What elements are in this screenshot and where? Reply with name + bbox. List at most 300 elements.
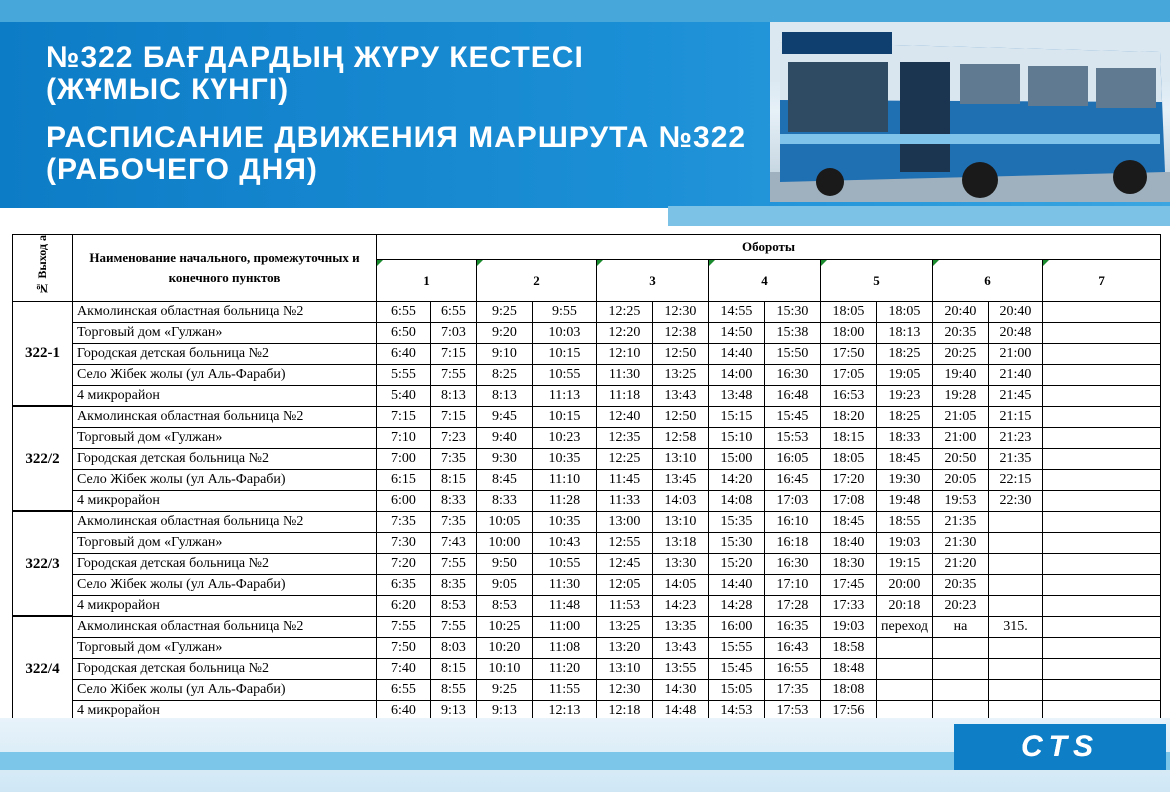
time-cell: 18:45 bbox=[821, 511, 877, 532]
time-cell: 17:20 bbox=[821, 469, 877, 490]
time-cell bbox=[1043, 511, 1161, 532]
route-exit-label: 322/2 bbox=[13, 406, 73, 511]
time-cell: 13:43 bbox=[653, 385, 709, 406]
time-cell: 15:30 bbox=[709, 532, 765, 553]
time-cell: 17:03 bbox=[765, 490, 821, 511]
time-cell: 9:25 bbox=[477, 679, 533, 700]
turn-header-5-label: 5 bbox=[873, 272, 880, 288]
time-cell: 13:20 bbox=[597, 637, 653, 658]
time-cell bbox=[1043, 343, 1161, 364]
time-cell: 13:43 bbox=[653, 637, 709, 658]
time-cell: 17:10 bbox=[765, 574, 821, 595]
time-cell: 19:15 bbox=[877, 553, 933, 574]
time-cell: 15:55 bbox=[709, 637, 765, 658]
table-row bbox=[13, 469, 1161, 490]
stop-name: Городская детская больница №2 bbox=[73, 553, 377, 574]
time-cell: 19:03 bbox=[877, 532, 933, 553]
stop-name: 4 микрорайон bbox=[73, 595, 377, 616]
time-cell: 12:30 bbox=[597, 679, 653, 700]
time-cell: 7:00 bbox=[377, 448, 431, 469]
time-cell: 8:13 bbox=[477, 385, 533, 406]
time-cell: 21:35 bbox=[989, 448, 1043, 469]
time-cell: 15:45 bbox=[709, 658, 765, 679]
time-cell: 10:25 bbox=[477, 616, 533, 637]
time-cell bbox=[989, 679, 1043, 700]
time-cell bbox=[933, 637, 989, 658]
stop-name: Торговый дом «Гулжан» bbox=[73, 322, 377, 343]
table-row bbox=[13, 595, 1161, 616]
cts-logo-text: CTS bbox=[1021, 730, 1099, 763]
header-exit-label: № Выход а bbox=[35, 235, 49, 296]
time-cell: 8:33 bbox=[477, 490, 533, 511]
time-cell: 20:40 bbox=[989, 301, 1043, 322]
time-cell bbox=[1043, 574, 1161, 595]
time-cell: 14:30 bbox=[653, 679, 709, 700]
time-cell bbox=[877, 658, 933, 679]
turn-header-4-label: 4 bbox=[761, 272, 768, 288]
time-cell: 10:43 bbox=[533, 532, 597, 553]
time-cell: 8:53 bbox=[477, 595, 533, 616]
time-cell: 19:48 bbox=[877, 490, 933, 511]
table-row bbox=[13, 427, 1161, 448]
time-cell: 10:00 bbox=[477, 532, 533, 553]
time-cell: 9:30 bbox=[477, 448, 533, 469]
time-cell: 7:55 bbox=[431, 364, 477, 385]
time-cell: 7:10 bbox=[377, 427, 431, 448]
header-turns bbox=[377, 235, 1161, 260]
time-cell: 7:35 bbox=[377, 511, 431, 532]
time-cell: 21:00 bbox=[989, 343, 1043, 364]
time-cell: 9:20 bbox=[477, 322, 533, 343]
time-cell: 7:15 bbox=[431, 406, 477, 427]
time-cell: 21:45 bbox=[989, 385, 1043, 406]
time-cell: 17:28 bbox=[765, 595, 821, 616]
time-cell: 12:45 bbox=[597, 553, 653, 574]
time-cell bbox=[1043, 679, 1161, 700]
time-cell: переход bbox=[877, 616, 933, 637]
stop-name: Село Жібек жолы (ул Аль-Фараби) bbox=[73, 574, 377, 595]
top-accent-strip bbox=[0, 0, 1170, 22]
time-cell: 11:18 bbox=[597, 385, 653, 406]
title-kazakh-line1: №322 БАҒДАРДЫҢ ЖҮРУ КЕСТЕСІ bbox=[46, 41, 584, 74]
time-cell: 15:05 bbox=[709, 679, 765, 700]
time-cell: 14:48 bbox=[653, 700, 709, 721]
time-cell: 22:15 bbox=[989, 469, 1043, 490]
time-cell: 11:08 bbox=[533, 637, 597, 658]
time-cell: 12:13 bbox=[533, 700, 597, 721]
turn-header-6 bbox=[933, 260, 1043, 301]
time-cell bbox=[1043, 553, 1161, 574]
route-exit-label: 322-1 bbox=[13, 301, 73, 406]
time-cell: 9:10 bbox=[477, 343, 533, 364]
time-cell: 16:10 bbox=[765, 511, 821, 532]
time-cell: 10:03 bbox=[533, 322, 597, 343]
time-cell: 21:05 bbox=[933, 406, 989, 427]
time-cell: 7:35 bbox=[431, 448, 477, 469]
time-cell: 14:03 bbox=[653, 490, 709, 511]
turn-header-7-label: 7 bbox=[1098, 272, 1105, 288]
time-cell: 16:00 bbox=[709, 616, 765, 637]
stop-name: Городская детская больница №2 bbox=[73, 448, 377, 469]
time-cell: 12:38 bbox=[653, 322, 709, 343]
time-cell: 10:10 bbox=[477, 658, 533, 679]
time-cell: 14:40 bbox=[709, 343, 765, 364]
time-cell: 20:35 bbox=[933, 322, 989, 343]
time-cell: 10:05 bbox=[477, 511, 533, 532]
time-cell bbox=[933, 679, 989, 700]
stop-name: Городская детская больница №2 bbox=[73, 343, 377, 364]
time-cell bbox=[1043, 448, 1161, 469]
time-cell: 21:20 bbox=[933, 553, 989, 574]
stop-name: 4 микрорайон bbox=[73, 700, 377, 721]
time-cell: 6:55 bbox=[377, 301, 431, 322]
time-cell: 8:13 bbox=[431, 385, 477, 406]
time-cell: 15:38 bbox=[765, 322, 821, 343]
stop-name: Село Жібек жолы (ул Аль-Фараби) bbox=[73, 679, 377, 700]
time-cell: 16:43 bbox=[765, 637, 821, 658]
time-cell: 12:05 bbox=[597, 574, 653, 595]
header-turns-label: Обороты bbox=[742, 239, 796, 255]
schedule-body bbox=[13, 301, 1161, 721]
time-cell: 20:40 bbox=[933, 301, 989, 322]
time-cell: 7:15 bbox=[377, 406, 431, 427]
time-cell: 9:55 bbox=[533, 301, 597, 322]
time-cell bbox=[989, 658, 1043, 679]
time-cell: 10:55 bbox=[533, 364, 597, 385]
time-cell: 15:45 bbox=[765, 406, 821, 427]
time-cell: 12:50 bbox=[653, 406, 709, 427]
time-cell bbox=[1043, 658, 1161, 679]
stop-name: Торговый дом «Гулжан» bbox=[73, 532, 377, 553]
time-cell bbox=[1043, 469, 1161, 490]
time-cell: 16:18 bbox=[765, 532, 821, 553]
stop-name: Село Жібек жолы (ул Аль-Фараби) bbox=[73, 469, 377, 490]
turn-header-4 bbox=[709, 260, 821, 301]
header-stops-label: Наименование начального, промежуточных и конечного пунктов bbox=[89, 249, 360, 285]
time-cell: 10:35 bbox=[533, 448, 597, 469]
time-cell: 20:48 bbox=[989, 322, 1043, 343]
route-exit-label: 322/4 bbox=[13, 616, 73, 721]
time-cell: 9:13 bbox=[477, 700, 533, 721]
time-cell: 20:35 bbox=[933, 574, 989, 595]
time-cell: 16:45 bbox=[765, 469, 821, 490]
time-cell: 14:20 bbox=[709, 469, 765, 490]
time-cell: 15:10 bbox=[709, 427, 765, 448]
time-cell: 14:23 bbox=[653, 595, 709, 616]
time-cell: 19:40 bbox=[933, 364, 989, 385]
table-row bbox=[13, 364, 1161, 385]
time-cell: 17:35 bbox=[765, 679, 821, 700]
time-cell: 15:00 bbox=[709, 448, 765, 469]
time-cell: 14:55 bbox=[709, 301, 765, 322]
time-cell: 9:13 bbox=[431, 700, 477, 721]
time-cell: 18:58 bbox=[821, 637, 877, 658]
table-row bbox=[13, 616, 1161, 637]
schedule-table-wrap bbox=[12, 234, 1156, 722]
time-cell: 18:00 bbox=[821, 322, 877, 343]
time-cell: 15:30 bbox=[765, 301, 821, 322]
time-cell: 8:33 bbox=[431, 490, 477, 511]
table-row bbox=[13, 322, 1161, 343]
time-cell: 9:45 bbox=[477, 406, 533, 427]
title-russian bbox=[46, 122, 746, 186]
time-cell: 12:35 bbox=[597, 427, 653, 448]
stop-name: Акмолинская областная больница №2 bbox=[73, 301, 377, 322]
time-cell: 16:48 bbox=[765, 385, 821, 406]
time-cell: 21:35 bbox=[933, 511, 989, 532]
time-cell: 14:28 bbox=[709, 595, 765, 616]
time-cell bbox=[989, 553, 1043, 574]
time-cell: 14:05 bbox=[653, 574, 709, 595]
table-row bbox=[13, 637, 1161, 658]
title-russian-line1: РАСПИСАНИЕ ДВИЖЕНИЯ МАРШРУТА №322 bbox=[46, 121, 747, 154]
time-cell: 12:10 bbox=[597, 343, 653, 364]
time-cell: 13:25 bbox=[597, 616, 653, 637]
time-cell: 7:35 bbox=[431, 511, 477, 532]
time-cell: 7:03 bbox=[431, 322, 477, 343]
time-cell: 18:40 bbox=[821, 532, 877, 553]
time-cell bbox=[989, 574, 1043, 595]
time-cell: 6:15 bbox=[377, 469, 431, 490]
time-cell: 7:55 bbox=[431, 553, 477, 574]
time-cell: 11:55 bbox=[533, 679, 597, 700]
time-cell: 19:53 bbox=[933, 490, 989, 511]
time-cell: 7:43 bbox=[431, 532, 477, 553]
time-cell: 7:20 bbox=[377, 553, 431, 574]
time-cell: 19:05 bbox=[877, 364, 933, 385]
time-cell: 13:10 bbox=[653, 448, 709, 469]
time-cell: 21:30 bbox=[933, 532, 989, 553]
time-cell: 10:35 bbox=[533, 511, 597, 532]
title-kazakh bbox=[46, 42, 584, 106]
table-row bbox=[13, 553, 1161, 574]
time-cell: 13:45 bbox=[653, 469, 709, 490]
time-cell: 11:33 bbox=[597, 490, 653, 511]
time-cell: 7:30 bbox=[377, 532, 431, 553]
title-kazakh-line2: (ЖҰМЫС КҮНГІ) bbox=[46, 73, 290, 106]
time-cell bbox=[877, 637, 933, 658]
route-exit-label: 322/3 bbox=[13, 511, 73, 616]
time-cell bbox=[1043, 490, 1161, 511]
time-cell: 15:50 bbox=[765, 343, 821, 364]
time-cell: 21:15 bbox=[989, 406, 1043, 427]
time-cell: 18:05 bbox=[821, 448, 877, 469]
time-cell: 21:00 bbox=[933, 427, 989, 448]
time-cell: 16:30 bbox=[765, 553, 821, 574]
time-cell: 14:08 bbox=[709, 490, 765, 511]
time-cell: 21:23 bbox=[989, 427, 1043, 448]
time-cell: 10:15 bbox=[533, 406, 597, 427]
table-row bbox=[13, 511, 1161, 532]
time-cell: 20:18 bbox=[877, 595, 933, 616]
cts-logo bbox=[954, 724, 1166, 770]
time-cell: 11:10 bbox=[533, 469, 597, 490]
turn-header-6-label: 6 bbox=[984, 272, 991, 288]
time-cell bbox=[1043, 427, 1161, 448]
time-cell: 18:55 bbox=[877, 511, 933, 532]
turn-header-2 bbox=[477, 260, 597, 301]
time-cell bbox=[1043, 301, 1161, 322]
time-cell: 13:30 bbox=[653, 553, 709, 574]
table-row bbox=[13, 301, 1161, 322]
turn-header-1-label: 1 bbox=[423, 272, 430, 288]
time-cell: 11:53 bbox=[597, 595, 653, 616]
time-cell: 19:30 bbox=[877, 469, 933, 490]
time-cell: 20:23 bbox=[933, 595, 989, 616]
time-cell: 17:56 bbox=[821, 700, 877, 721]
table-row bbox=[13, 343, 1161, 364]
time-cell: 11:13 bbox=[533, 385, 597, 406]
time-cell: 8:53 bbox=[431, 595, 477, 616]
turn-header-3 bbox=[597, 260, 709, 301]
photo-underline-strip bbox=[668, 206, 1170, 226]
time-cell: 17:05 bbox=[821, 364, 877, 385]
time-cell: 6:40 bbox=[377, 700, 431, 721]
time-cell: 10:23 bbox=[533, 427, 597, 448]
time-cell: 10:20 bbox=[477, 637, 533, 658]
time-cell bbox=[1043, 385, 1161, 406]
stop-name: 4 микрорайон bbox=[73, 490, 377, 511]
time-cell: 18:05 bbox=[821, 301, 877, 322]
time-cell: 18:20 bbox=[821, 406, 877, 427]
time-cell: 14:40 bbox=[709, 574, 765, 595]
time-cell: 19:28 bbox=[933, 385, 989, 406]
time-cell: 7:50 bbox=[377, 637, 431, 658]
time-cell: 14:50 bbox=[709, 322, 765, 343]
time-cell: 8:25 bbox=[477, 364, 533, 385]
time-cell: 6:50 bbox=[377, 322, 431, 343]
time-cell: 12:55 bbox=[597, 532, 653, 553]
time-cell: 22:30 bbox=[989, 490, 1043, 511]
time-cell: 18:30 bbox=[821, 553, 877, 574]
time-cell: 19:23 bbox=[877, 385, 933, 406]
time-cell bbox=[1043, 616, 1161, 637]
time-cell: 6:35 bbox=[377, 574, 431, 595]
time-cell: 11:48 bbox=[533, 595, 597, 616]
time-cell: 12:40 bbox=[597, 406, 653, 427]
time-cell: 20:05 bbox=[933, 469, 989, 490]
time-cell: 18:25 bbox=[877, 406, 933, 427]
time-cell: 12:25 bbox=[597, 301, 653, 322]
time-cell: 8:35 bbox=[431, 574, 477, 595]
time-cell bbox=[989, 595, 1043, 616]
header-stops bbox=[73, 235, 377, 302]
time-cell: 15:15 bbox=[709, 406, 765, 427]
time-cell: 20:25 bbox=[933, 343, 989, 364]
time-cell: 8:55 bbox=[431, 679, 477, 700]
table-row bbox=[13, 406, 1161, 427]
bus-photo bbox=[770, 22, 1170, 202]
stop-name: 4 микрорайон bbox=[73, 385, 377, 406]
time-cell: 11:00 bbox=[533, 616, 597, 637]
table-row bbox=[13, 490, 1161, 511]
table-row bbox=[13, 679, 1161, 700]
turn-header-7 bbox=[1043, 260, 1161, 301]
time-cell: 16:30 bbox=[765, 364, 821, 385]
time-cell: 11:30 bbox=[597, 364, 653, 385]
time-cell: 7:23 bbox=[431, 427, 477, 448]
time-cell: 6:55 bbox=[377, 679, 431, 700]
time-cell: 6:55 bbox=[431, 301, 477, 322]
time-cell: 18:15 bbox=[821, 427, 877, 448]
time-cell: 12:25 bbox=[597, 448, 653, 469]
time-cell: 8:15 bbox=[431, 469, 477, 490]
time-cell: 14:00 bbox=[709, 364, 765, 385]
time-cell bbox=[1043, 595, 1161, 616]
time-cell: 9:05 bbox=[477, 574, 533, 595]
time-cell: 15:20 bbox=[709, 553, 765, 574]
time-cell: 7:15 bbox=[431, 343, 477, 364]
time-cell: 18:13 bbox=[877, 322, 933, 343]
turn-header-5 bbox=[821, 260, 933, 301]
time-cell: 19:03 bbox=[821, 616, 877, 637]
time-cell: 11:30 bbox=[533, 574, 597, 595]
time-cell: 5:40 bbox=[377, 385, 431, 406]
table-row bbox=[13, 532, 1161, 553]
turn-header-1 bbox=[377, 260, 477, 301]
time-cell: 16:53 bbox=[821, 385, 877, 406]
time-cell: 13:10 bbox=[653, 511, 709, 532]
time-cell: 18:48 bbox=[821, 658, 877, 679]
time-cell: 8:15 bbox=[431, 658, 477, 679]
stop-name: Акмолинская областная больница №2 bbox=[73, 406, 377, 427]
time-cell bbox=[1043, 406, 1161, 427]
table-row bbox=[13, 658, 1161, 679]
time-cell: 17:45 bbox=[821, 574, 877, 595]
time-cell: 13:25 bbox=[653, 364, 709, 385]
time-cell: 14:53 bbox=[709, 700, 765, 721]
time-cell bbox=[989, 637, 1043, 658]
header-exit bbox=[13, 235, 73, 302]
time-cell: 12:58 bbox=[653, 427, 709, 448]
time-cell: 13:00 bbox=[597, 511, 653, 532]
stop-name: Акмолинская областная больница №2 bbox=[73, 616, 377, 637]
time-cell: 13:10 bbox=[597, 658, 653, 679]
time-cell: 16:55 bbox=[765, 658, 821, 679]
stop-name: Акмолинская областная больница №2 bbox=[73, 511, 377, 532]
time-cell: 16:35 bbox=[765, 616, 821, 637]
time-cell: 11:20 bbox=[533, 658, 597, 679]
table-row bbox=[13, 574, 1161, 595]
time-cell: 13:55 bbox=[653, 658, 709, 679]
time-cell: 9:50 bbox=[477, 553, 533, 574]
time-cell: 8:03 bbox=[431, 637, 477, 658]
time-cell: 9:25 bbox=[477, 301, 533, 322]
time-cell: 13:18 bbox=[653, 532, 709, 553]
time-cell: 16:05 bbox=[765, 448, 821, 469]
stop-name: Торговый дом «Гулжан» bbox=[73, 427, 377, 448]
time-cell: 12:30 bbox=[653, 301, 709, 322]
time-cell: 315. bbox=[989, 616, 1043, 637]
time-cell: 15:35 bbox=[709, 511, 765, 532]
time-cell: 7:55 bbox=[377, 616, 431, 637]
stop-name: Городская детская больница №2 bbox=[73, 658, 377, 679]
schedule-table bbox=[12, 234, 1161, 722]
time-cell bbox=[989, 532, 1043, 553]
time-cell: 5:55 bbox=[377, 364, 431, 385]
time-cell: 17:53 bbox=[765, 700, 821, 721]
time-cell: 17:33 bbox=[821, 595, 877, 616]
title-russian-line2: (РАБОЧЕГО ДНЯ) bbox=[46, 153, 318, 186]
time-cell: 11:45 bbox=[597, 469, 653, 490]
time-cell: 17:08 bbox=[821, 490, 877, 511]
time-cell bbox=[989, 511, 1043, 532]
time-cell: 10:15 bbox=[533, 343, 597, 364]
time-cell: 10:55 bbox=[533, 553, 597, 574]
time-cell: 15:53 bbox=[765, 427, 821, 448]
time-cell bbox=[933, 658, 989, 679]
time-cell bbox=[1043, 637, 1161, 658]
